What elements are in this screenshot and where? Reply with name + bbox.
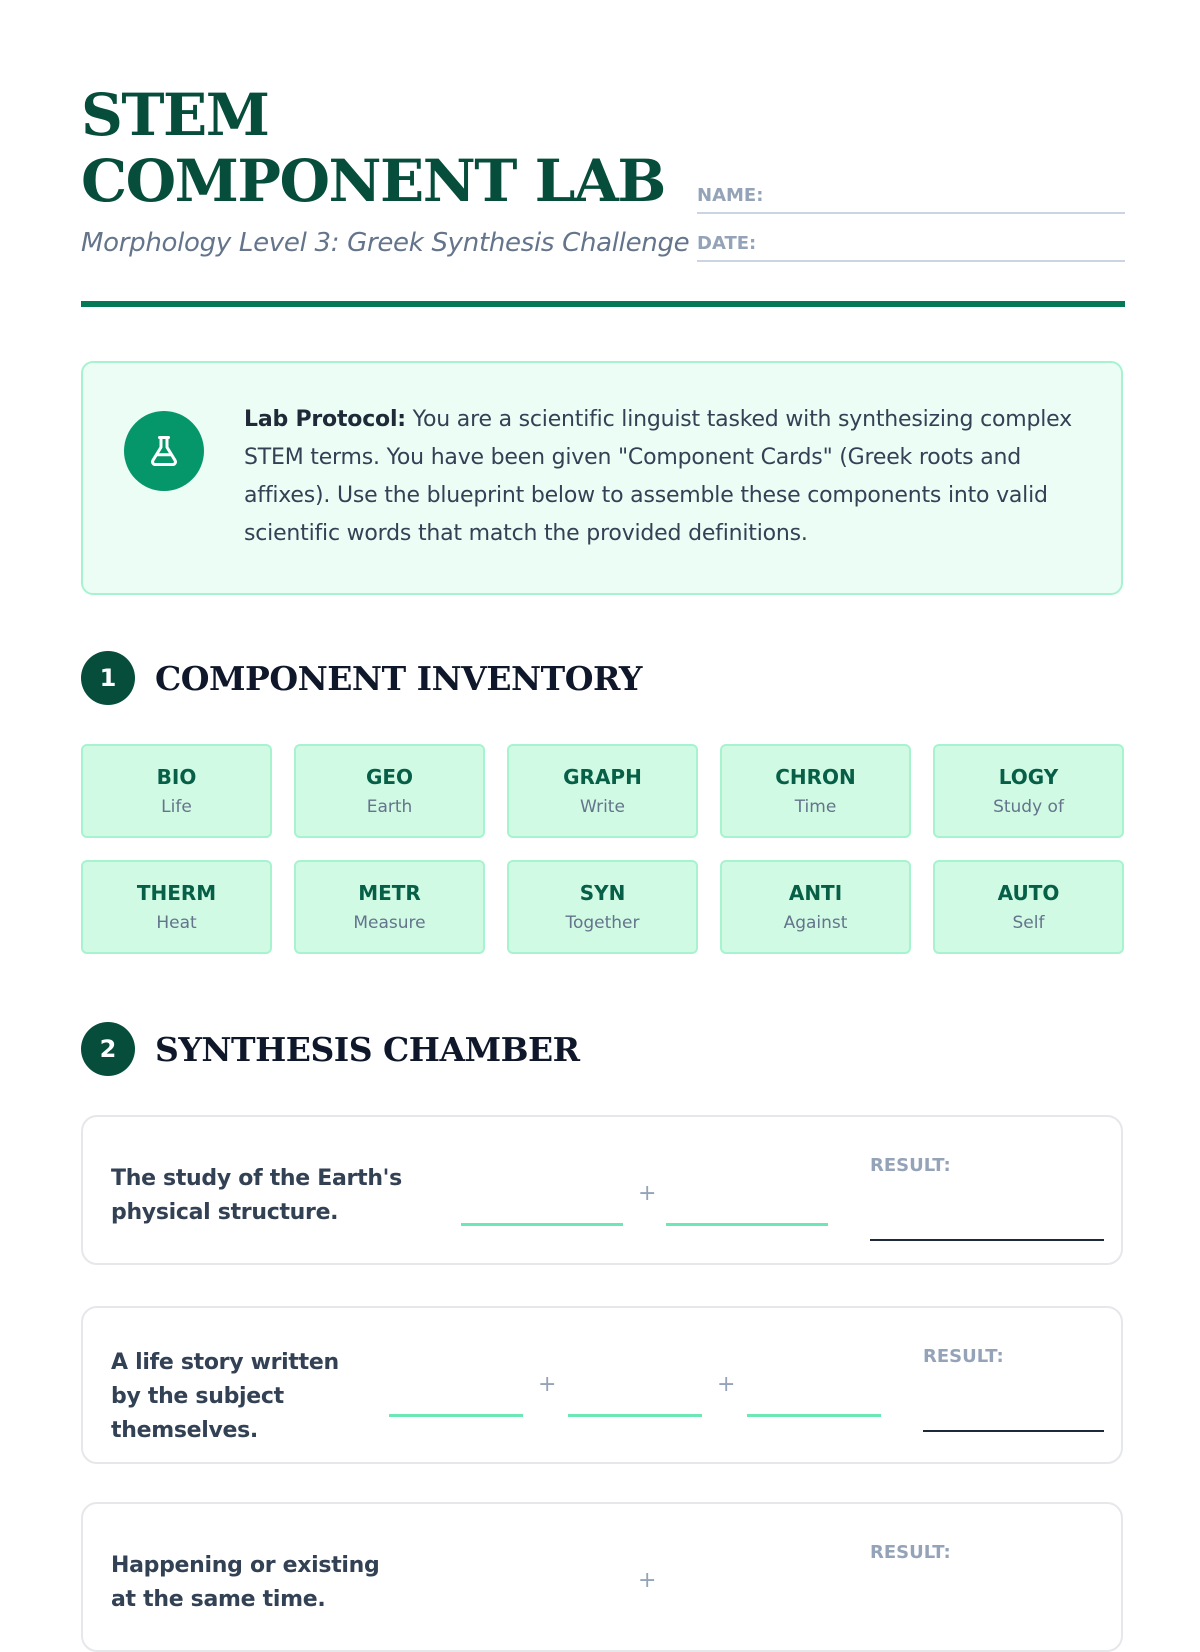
problem-definition: A life story written by the subject themselves. [111, 1350, 339, 1443]
card-root: THERM [136, 881, 217, 905]
component-blank-2[interactable] [666, 1223, 828, 1226]
card-meaning: Together [565, 913, 640, 933]
component-blank-2[interactable] [568, 1414, 702, 1417]
page-subtitle: Morphology Level 3: Greek Synthesis Challenge [81, 228, 690, 258]
component-card-chron [720, 744, 911, 838]
card-root: ANTI [788, 881, 843, 905]
section-synthesis-chamber [81, 1022, 580, 1076]
result-answer-line[interactable] [870, 1239, 1104, 1241]
component-card-bio [81, 744, 272, 838]
flask-badge [124, 411, 204, 491]
flask-icon [146, 433, 182, 469]
card-root: AUTO [997, 881, 1060, 905]
component-card-metr [294, 860, 485, 954]
component-card-logy [933, 744, 1124, 838]
section-title: SYNTHESIS CHAMBER [155, 1029, 580, 1069]
plus-sign: + [538, 1372, 557, 1397]
card-meaning: Write [580, 797, 625, 817]
protocol-text [244, 401, 1084, 553]
plus-sign: + [638, 1181, 657, 1206]
component-card-therm [81, 860, 272, 954]
component-card-graph [507, 744, 698, 838]
card-root: SYN [579, 881, 626, 905]
component-card-auto [933, 860, 1124, 954]
date-label: DATE: [697, 233, 757, 254]
lab-protocol-box [81, 361, 1123, 595]
card-root: LOGY [998, 765, 1059, 789]
card-meaning: Measure [353, 913, 426, 933]
card-meaning: Time [794, 797, 837, 817]
component-card-anti [720, 860, 911, 954]
result-answer-line[interactable] [923, 1430, 1104, 1432]
component-card-geo [294, 744, 485, 838]
synthesis-problem-1 [81, 1115, 1123, 1265]
card-meaning: Heat [156, 913, 197, 933]
card-meaning: Self [1012, 913, 1045, 933]
problem-definition: Happening or existing at the same time. [111, 1553, 380, 1612]
header-divider [81, 301, 1125, 307]
component-blank-1[interactable] [461, 1223, 623, 1226]
card-root: CHRON [775, 765, 856, 789]
card-meaning: Earth [366, 797, 413, 817]
card-root: METR [358, 881, 421, 905]
card-meaning: Against [783, 913, 848, 933]
date-field[interactable] [697, 226, 1125, 262]
section-number: 2 [81, 1022, 135, 1076]
section-number: 1 [81, 651, 135, 705]
section-component-inventory [81, 651, 642, 705]
component-blank-1[interactable] [389, 1414, 523, 1417]
synthesis-problem-3 [81, 1502, 1123, 1652]
section-title: COMPONENT INVENTORY [155, 658, 642, 698]
name-label: NAME: [697, 185, 764, 206]
component-card-syn [507, 860, 698, 954]
component-blank-3[interactable] [747, 1414, 881, 1417]
card-root: GEO [365, 765, 414, 789]
card-root: GRAPH [563, 765, 642, 789]
card-meaning: Study of [993, 797, 1064, 817]
plus-sign: + [638, 1568, 657, 1593]
name-field[interactable] [697, 178, 1125, 214]
card-root: BIO [156, 765, 197, 789]
result-label: RESULT: [870, 1542, 951, 1563]
result-label: RESULT: [870, 1155, 951, 1176]
protocol-lead: Lab Protocol: [244, 407, 406, 432]
page-title: STEM COMPONENT LAB [81, 81, 665, 215]
protocol-body: You are a scientific linguist tasked with synthesizing complex STEM terms. You have been given "Component Cards" (Greek roots and affixes). Use the blueprint below to assemble these components into valid scientific words that match the provided definitions. [244, 407, 1072, 546]
card-meaning: Life [161, 797, 192, 817]
synthesis-problem-2 [81, 1306, 1123, 1464]
problem-definition: The study of the Earth's physical structure. [111, 1166, 402, 1225]
result-label: RESULT: [923, 1346, 1004, 1367]
component-cards [81, 744, 1125, 954]
plus-sign: + [717, 1372, 736, 1397]
